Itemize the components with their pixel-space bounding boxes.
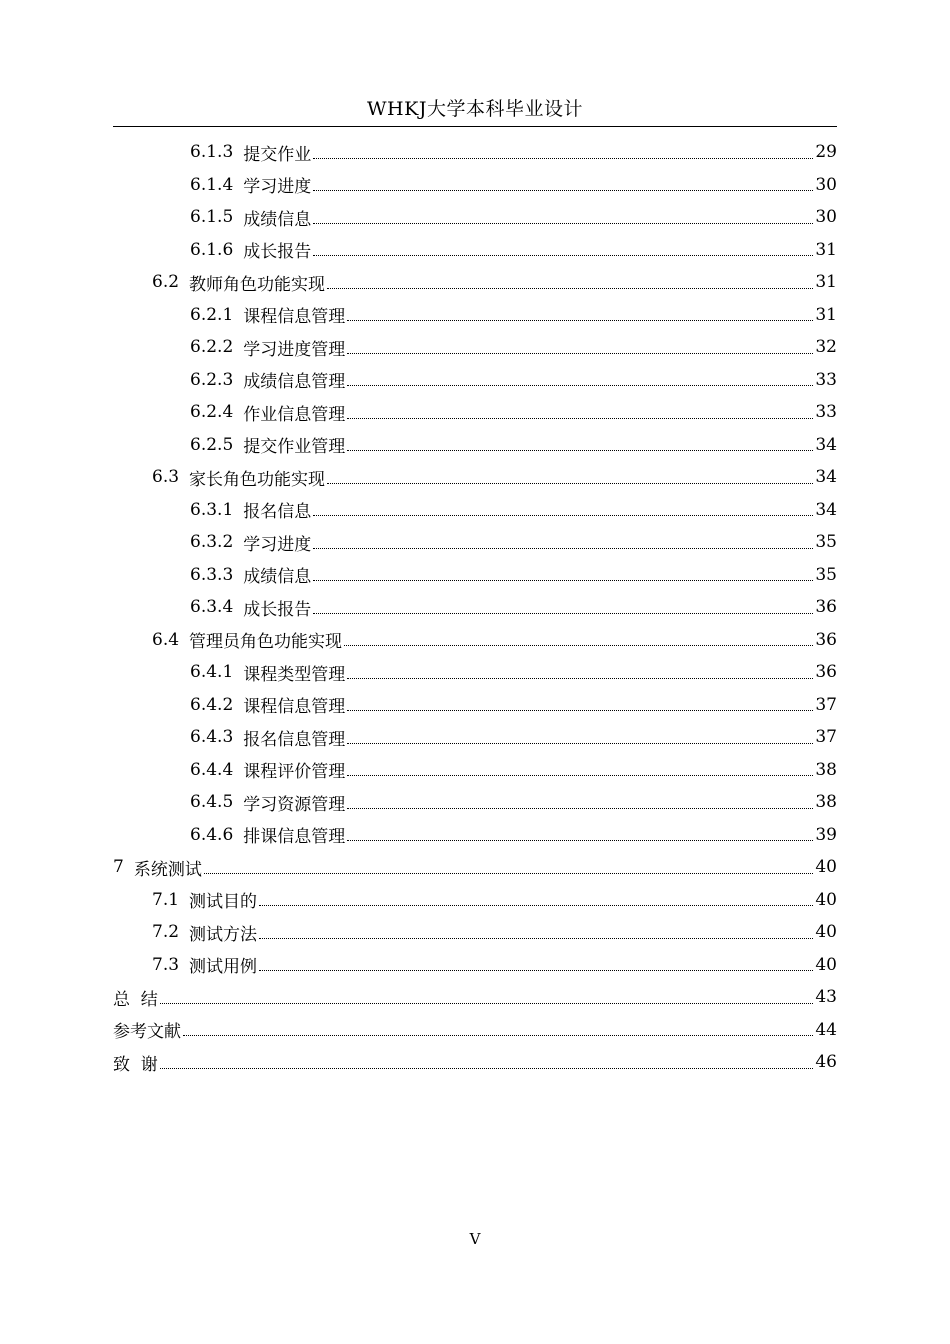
- toc-dot-leader: [347, 678, 813, 679]
- toc-dot-leader: [327, 483, 813, 484]
- toc-entry[interactable]: [113, 169, 837, 202]
- toc-entry-number: 6.4.2: [190, 694, 234, 715]
- toc-entry-title: 致 谢: [113, 1054, 158, 1075]
- toc-entry-title: 课程类型管理: [243, 664, 346, 685]
- toc-entry-title: 学习进度: [243, 534, 312, 555]
- toc-entry-number: 7.2: [152, 922, 180, 943]
- toc-entry-title: 学习进度管理: [243, 339, 346, 360]
- toc-entry-page: 46: [815, 1052, 837, 1073]
- toc-entry-number: 7.3: [152, 954, 180, 975]
- toc-entry[interactable]: [113, 949, 837, 982]
- toc-dot-leader: [347, 450, 813, 451]
- toc-entry-number: 6.2.1: [190, 304, 234, 325]
- toc-entry[interactable]: [113, 429, 837, 462]
- toc-entry-number: 6.4: [152, 629, 180, 650]
- toc-entry-page: 34: [815, 499, 837, 520]
- toc-entry-number: 6.2.4: [190, 402, 234, 423]
- toc-entry-number: 6.4.6: [190, 824, 234, 845]
- toc-entry-number: 6.2.3: [190, 369, 234, 390]
- toc-entry-title: 作业信息管理: [243, 404, 346, 425]
- toc-entry[interactable]: [113, 819, 837, 852]
- toc-entry-title: 报名信息管理: [243, 729, 346, 750]
- toc-entry-number: 7.1: [152, 889, 180, 910]
- toc-entry-title: 课程信息管理: [243, 307, 346, 328]
- toc-entry-title: 学习资源管理: [243, 794, 346, 815]
- toc-entry-title: 报名信息: [243, 502, 312, 523]
- toc-dot-leader: [313, 580, 813, 581]
- toc-entry-title: 课程信息管理: [243, 697, 346, 718]
- toc-entry[interactable]: [113, 1046, 837, 1079]
- toc-entry[interactable]: [113, 494, 837, 527]
- toc-entry-number: 6.4.1: [190, 662, 234, 683]
- table-of-contents: [113, 136, 837, 1079]
- toc-entry-number: 6.1.5: [190, 207, 234, 228]
- toc-entry-title: 学习进度: [243, 177, 312, 198]
- toc-entry-page: 29: [815, 142, 837, 163]
- toc-entry-page: 31: [815, 304, 837, 325]
- toc-dot-leader: [160, 1003, 814, 1004]
- toc-entry[interactable]: [113, 916, 837, 949]
- toc-entry[interactable]: [113, 559, 837, 592]
- toc-entry-page: 40: [815, 857, 837, 878]
- toc-entry-page: 35: [815, 564, 837, 585]
- toc-entry-title: 测试目的: [189, 892, 258, 913]
- toc-entry-page: 44: [815, 1019, 837, 1040]
- toc-dot-leader: [347, 418, 813, 419]
- toc-entry-page: 37: [815, 727, 837, 748]
- toc-dot-leader: [160, 1068, 814, 1069]
- toc-dot-leader: [347, 775, 813, 776]
- page-header-title: WHKJ大学本科毕业设计: [367, 98, 583, 120]
- toc-entry[interactable]: [113, 234, 837, 267]
- toc-dot-leader: [347, 710, 813, 711]
- toc-entry-page: 34: [815, 467, 837, 488]
- toc-entry-page: 36: [815, 629, 837, 650]
- toc-dot-leader: [313, 613, 813, 614]
- toc-dot-leader: [347, 385, 813, 386]
- toc-entry-title: 家长角色功能实现: [189, 469, 326, 490]
- toc-entry-number: 6.4.3: [190, 727, 234, 748]
- toc-entry-title: 教师角色功能实现: [189, 274, 326, 295]
- toc-entry-page: 30: [815, 174, 837, 195]
- toc-entry-title: 测试方法: [189, 924, 258, 945]
- toc-entry-page: 40: [815, 922, 837, 943]
- toc-entry-title: 课程评价管理: [243, 762, 346, 783]
- toc-dot-leader: [259, 970, 813, 971]
- toc-entry-number: 6.2: [152, 272, 180, 293]
- toc-entry-number: 6.1.6: [190, 239, 234, 260]
- toc-entry-title: 测试用例: [189, 957, 258, 978]
- toc-entry-number: 6.4.4: [190, 759, 234, 780]
- toc-dot-leader: [327, 288, 813, 289]
- toc-entry[interactable]: [113, 364, 837, 397]
- toc-entry-title: 提交作业: [243, 144, 312, 165]
- toc-entry-page: 40: [815, 954, 837, 975]
- toc-entry-number: 6.4.5: [190, 792, 234, 813]
- toc-dot-leader: [347, 320, 813, 321]
- toc-entry[interactable]: [113, 624, 837, 657]
- toc-dot-leader: [313, 548, 813, 549]
- toc-entry-number: 6.3: [152, 467, 180, 488]
- toc-entry-title: 管理员角色功能实现: [189, 632, 343, 653]
- toc-entry-number: 6.3.4: [190, 597, 234, 618]
- toc-entry-number: 6.3.2: [190, 532, 234, 553]
- toc-entry-page: 37: [815, 694, 837, 715]
- toc-dot-leader: [259, 905, 813, 906]
- toc-entry-number: 6.1.3: [190, 142, 234, 163]
- toc-entry[interactable]: [113, 461, 837, 494]
- toc-entry[interactable]: [113, 981, 837, 1014]
- toc-dot-leader: [313, 223, 813, 224]
- toc-dot-leader: [204, 873, 814, 874]
- toc-entry[interactable]: [113, 136, 837, 169]
- toc-entry[interactable]: [113, 591, 837, 624]
- toc-entry[interactable]: [113, 656, 837, 689]
- toc-entry[interactable]: [113, 754, 837, 787]
- toc-dot-leader: [344, 645, 813, 646]
- toc-entry-title: 排课信息管理: [243, 827, 346, 848]
- toc-entry-title: 参考文献: [113, 1022, 181, 1043]
- toc-entry-page: 33: [815, 369, 837, 390]
- toc-entry-title: 成长报告: [243, 599, 312, 620]
- toc-entry[interactable]: [113, 201, 837, 234]
- toc-dot-leader: [313, 255, 813, 256]
- toc-entry-page: 36: [815, 662, 837, 683]
- toc-dot-leader: [259, 938, 813, 939]
- toc-entry-page: 30: [815, 207, 837, 228]
- toc-entry[interactable]: [113, 786, 837, 819]
- header-divider: [113, 126, 837, 127]
- toc-dot-leader: [313, 190, 813, 191]
- toc-entry-number: 7: [113, 857, 124, 878]
- toc-dot-leader: [183, 1035, 813, 1036]
- toc-dot-leader: [347, 743, 813, 744]
- toc-entry-number: 6.2.2: [190, 337, 234, 358]
- toc-entry-title: 成绩信息: [243, 567, 312, 588]
- toc-entry-title: 成绩信息: [243, 209, 312, 230]
- toc-entry-page: 33: [815, 402, 837, 423]
- toc-entry-page: 32: [815, 337, 837, 358]
- toc-entry-title: 成绩信息管理: [243, 372, 346, 393]
- toc-entry[interactable]: [113, 689, 837, 722]
- toc-entry[interactable]: [113, 851, 837, 884]
- toc-entry[interactable]: [113, 884, 837, 917]
- toc-dot-leader: [347, 840, 813, 841]
- toc-entry-title: 提交作业管理: [243, 437, 346, 458]
- toc-entry[interactable]: [113, 396, 837, 429]
- toc-entry-page: 31: [815, 272, 837, 293]
- toc-entry-number: 6.3.1: [190, 499, 234, 520]
- toc-entry-page: 40: [815, 889, 837, 910]
- toc-entry[interactable]: [113, 721, 837, 754]
- toc-entry-page: 38: [815, 792, 837, 813]
- page-number: V: [469, 1230, 481, 1248]
- toc-entry-title: 成长报告: [243, 242, 312, 263]
- toc-entry[interactable]: [113, 526, 837, 559]
- toc-entry-page: 36: [815, 597, 837, 618]
- toc-entry-page: 34: [815, 434, 837, 455]
- toc-entry-title: 系统测试: [133, 859, 202, 880]
- toc-entry-number: 6.3.3: [190, 564, 234, 585]
- toc-entry-page: 35: [815, 532, 837, 553]
- toc-entry[interactable]: [113, 299, 837, 332]
- toc-entry-page: 39: [815, 824, 837, 845]
- toc-entry-number: 6.1.4: [190, 174, 234, 195]
- toc-dot-leader: [313, 515, 813, 516]
- toc-entry[interactable]: [113, 1014, 837, 1047]
- toc-dot-leader: [313, 158, 813, 159]
- toc-entry-title: 总 结: [113, 989, 158, 1010]
- toc-entry-page: 43: [815, 987, 837, 1008]
- toc-entry-number: 6.2.5: [190, 434, 234, 455]
- toc-entry-page: 38: [815, 759, 837, 780]
- toc-dot-leader: [347, 808, 813, 809]
- toc-entry[interactable]: [113, 331, 837, 364]
- toc-dot-leader: [347, 353, 813, 354]
- toc-entry-page: 31: [815, 239, 837, 260]
- toc-entry[interactable]: [113, 266, 837, 299]
